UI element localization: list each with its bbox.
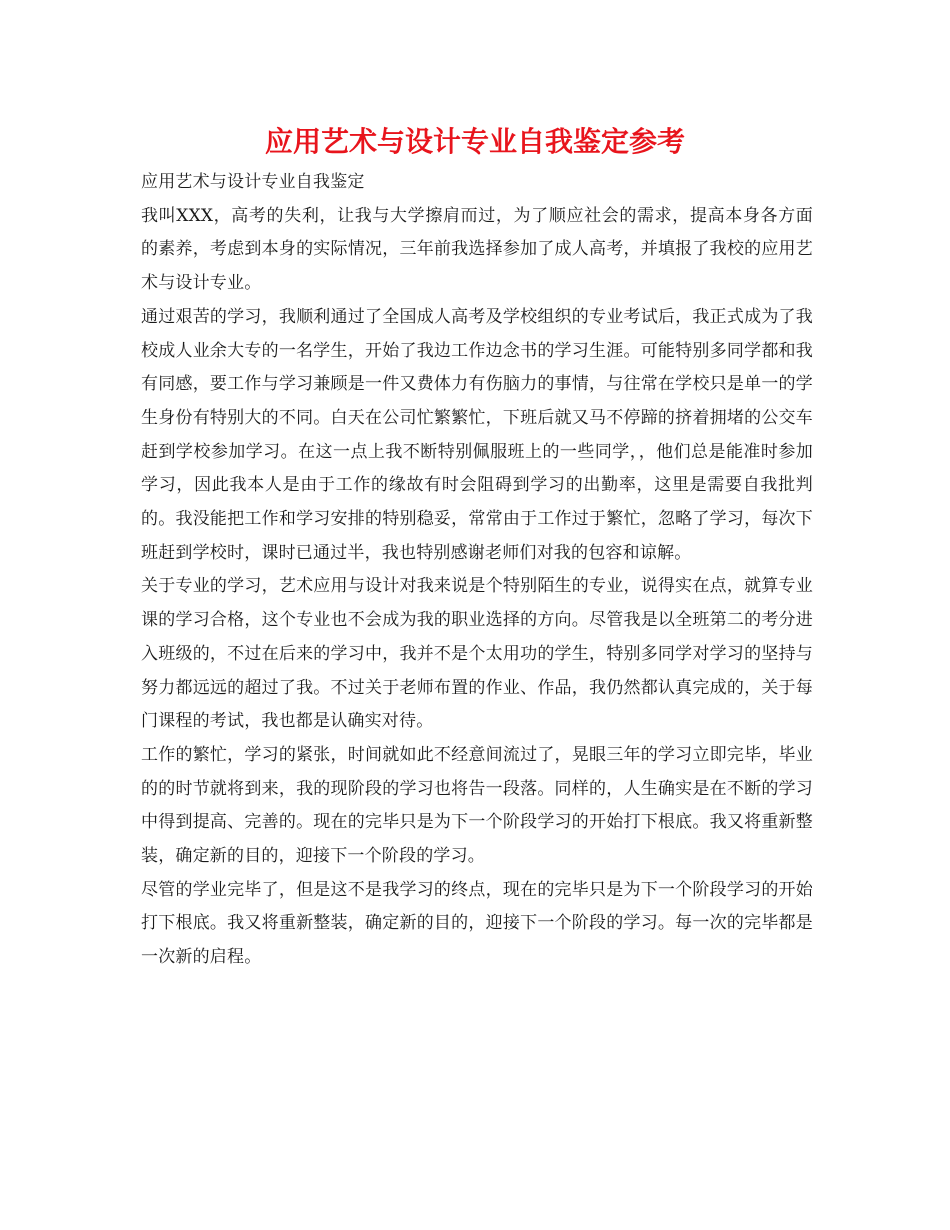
paragraph-2: 通过艰苦的学习，我顺利通过了全国成人高考及学校组织的专业考试后，我正式成为了我校成人业余大专的一名学生，开始了我边工作边念书的学习生涯。可能特别多同学都和我有同感，要工作与学习兼顾是一件又费体力有伤脑力的事情，与往常在学校只是单一的学生身份有特别大的不同。白天在公司忙繁繁忙，下班后就又马不停蹄的挤着拥堵的公交车赶到学校参加学习。在这一点上我不断特别佩服班上的一些同学，，他们总是能准时参加学习，因此我本人是由于工作的缘故有时会阻碍到学习的出勤率，这里是需要自我批判的。我没能把工作和学习安排的特别稳妥，常常由于工作过于繁忙，忽略了学习，每次下班赶到学校时，课时已通过半，我也特别感谢老师们对我的包容和谅解。 [141, 306, 813, 563]
paragraph-3: 关于专业的学习，艺术应用与设计对我来说是个特别陌生的专业，说得实在点，就算专业课的学习合格，这个专业也不会成为我的职业选择的方向。尽管我是以全班第二的考分进入班级的，不过在后来的学习中，我并不是个太用功的学生，特别多同学对学习的坚持与努力都远远的超过了我。不过关于老师布置的作业、作品，我仍然都认真完成的，关于每门课程的考试，我也都是认确实对待。 [141, 576, 813, 732]
document-subtitle: 应用艺术与设计专业自我鉴定 [141, 172, 365, 192]
paragraph-5: 尽管的学业完毕了，但是这不是我学习的终点，现在的完毕只是为下一个阶段学习的开始打下根底。我又将重新整装，确定新的目的，迎接下一个阶段的学习。每一次的完毕都是一次新的启程。 [141, 879, 813, 968]
document-title: 应用艺术与设计专业自我鉴定参考 [264, 125, 685, 158]
paragraph-4: 工作的繁忙，学习的紧张，时间就如此不经意间流过了，晃眼三年的学习立即完毕，毕业的的时节就将到来，我的现阶段的学习也将告一段落。同样的，人生确实是在不断的学习中得到提高、完善的。现在的完毕只是为下一个阶段学习的开始打下根底。我又将重新整装，确定新的目的，迎接下一个阶段的学习。 [141, 744, 813, 867]
paragraph-1: 我叫XXX，高考的失利，让我与大学擦肩而过，为了顺应社会的需求，提高本身各方面的素养，考虑到本身的实际情况，三年前我选择参加了成人高考，并填报了我校的应用艺术与设计专业。 [141, 205, 813, 294]
document-body [141, 166, 813, 975]
